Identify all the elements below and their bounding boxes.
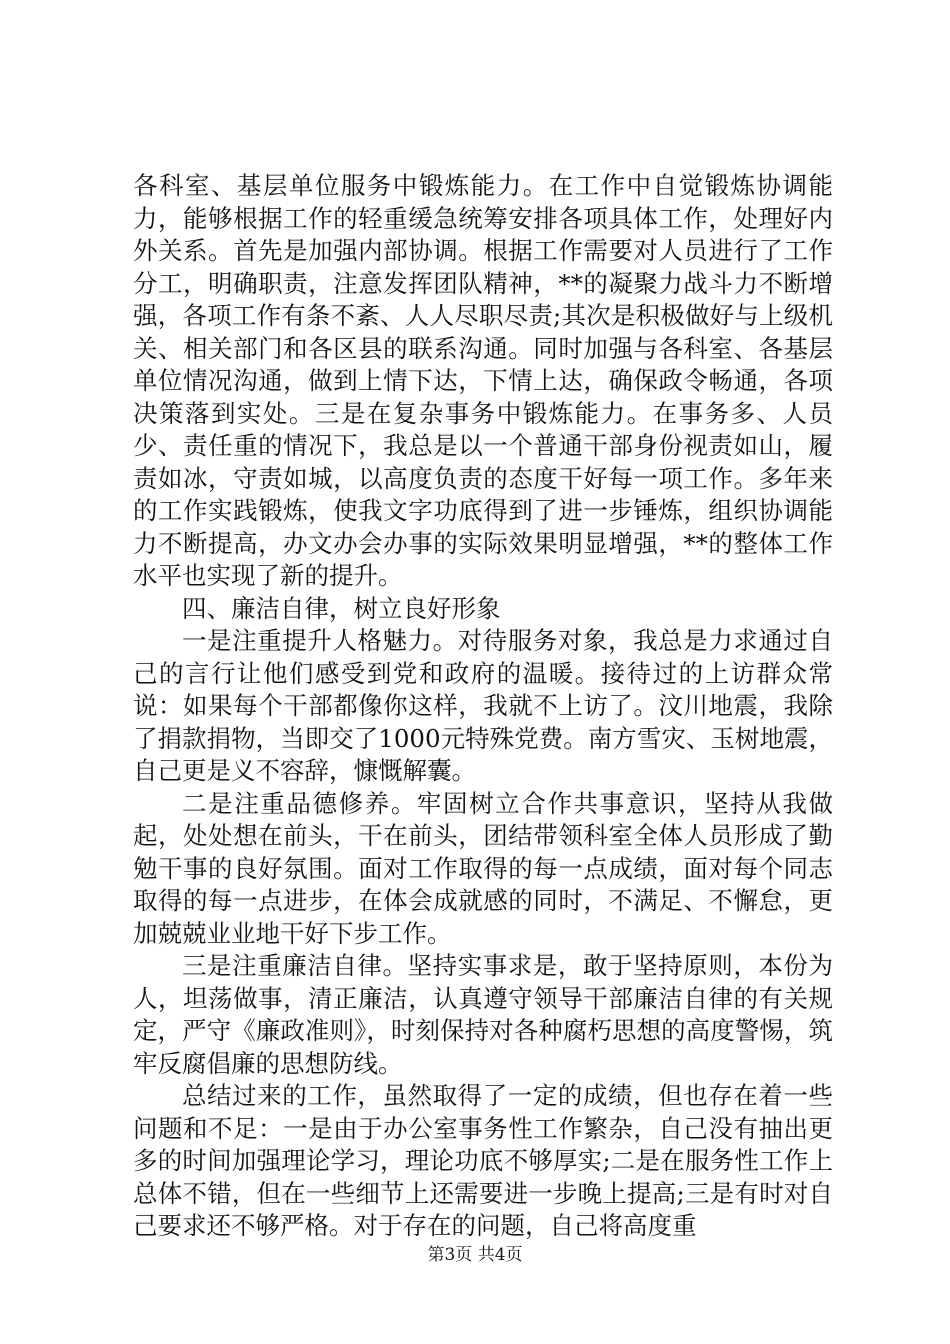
document-body <box>133 170 833 1243</box>
page-footer: 第3页 共4页 <box>427 1245 523 1265</box>
paragraph-self-discipline: 三是注重廉洁自律。坚持实事求是，敢于坚持原则，本份为人，坦荡做事，清正廉洁，认真遵守领导干部廉洁自律的有关规定，严守《廉政准则》，时刻保持对各种腐朽思想的高度警惕，筑牢反腐倡廉的思想防线。 <box>133 951 833 1078</box>
paragraph-summary-shortcomings: 总结过来的工作，虽然取得了一定的成绩，但也存在着一些问题和不足：一是由于办公室事务性工作繁杂，自己没有抽出更多的时间加强理论学习，理论功底不够厚实;二是在服务性工作上总体不错，但在一些细节上还需要进一步晚上提高;三是有时对自己要求还不够严格。对于存在的问题，自己将高度重 <box>133 1081 833 1240</box>
section-heading-integrity: 四、廉洁自律，树立良好形象 <box>182 593 501 623</box>
paragraph-moral-cultivation: 二是注重品德修养。牢固树立合作共事意识，坚持从我做起，处处想在前头，干在前头，团结带领科室全体人员形成了勤勉干事的良好氛围。面对工作取得的每一点成绩，面对每个同志取得的每一点进步，在体会成就感的同时，不满足、不懈怠，更加兢兢业业地干好下步工作。 <box>133 788 833 948</box>
paragraph-coordination: 各科室、基层单位服务中锻炼能力。在工作中自觉锻炼协调能力，能够根据工作的轻重缓急统筹安排各项具体工作，处理好内外关系。首先是加强内部协调。根据工作需要对人员进行了工作分工，明确职责，注意发挥团队精神，**的凝聚力战斗力不断增强，各项工作有条不紊、人人尽职尽责;其次是积极做好与上级机关、相关部门和各区县的联系沟通。同时加强与各科室、各基层单位情况沟通，做到上情下达，下情上达，确保政令畅通，各项决策落到实处。三是在复杂事务中锻炼能力。在事务多、人员少、责任重的情况下，我总是以一个普通干部身份视责如山，履责如冰，守责如城，以高度负责的态度干好每一项工作。多年来的工作实践锻炼，使我文字功底得到了进一步锤炼，组织协调能力不断提高，办文办会办事的实际效果明显增强，**的整体工作水平也实现了新的提升。 <box>133 171 833 590</box>
paragraph-personal-charm: 一是注重提升人格魅力。对待服务对象，我总是力求通过自己的言行让他们感受到党和政府的温暖。接待过的上访群众常说：如果每个干部都像你这样，我就不上访了。汶川地震，我除了捐款捐物，当即交了1000元特殊党费。南方雪灾、玉树地震，自己更是义不容辞，慷慨解囊。 <box>133 626 833 785</box>
